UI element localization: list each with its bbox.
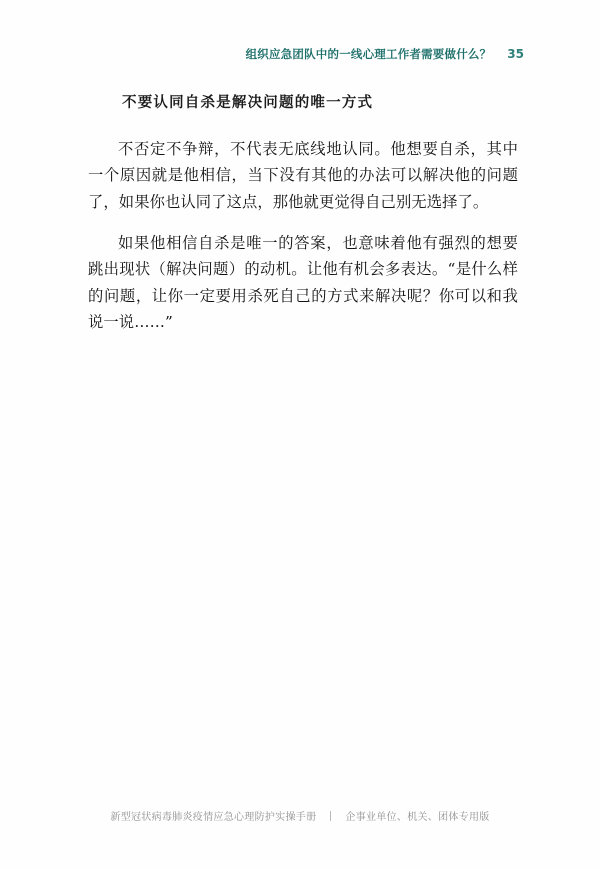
page-header bbox=[0, 46, 600, 62]
body-paragraph-1: 不否定不争辩，不代表无底线地认同。他想要自杀，其中一个原因就是他相信，当下没有其他的办法可以解决他的问题了，如果你也认同了这点，那他就更觉得自己别无选择了。 bbox=[88, 139, 518, 211]
footer-book-title: 新型冠状病毒肺炎疫情应急心理防护实操手册 bbox=[110, 812, 317, 823]
page-footer bbox=[0, 808, 600, 823]
footer-edition: 企事业单位、机关、团体专用版 bbox=[345, 812, 490, 823]
body-paragraph-2: 如果他相信自杀是唯一的答案，也意味着他有强烈的想要跳出现状（解决问题）的动机。让他有机会多表达。“是什么样的问题，让你一定要用杀死自己的方式来解决呢？你可以和我说一说……” bbox=[88, 233, 518, 332]
header-chapter-title: 组织应急团队中的一线心理工作者需要做什么？ bbox=[245, 47, 492, 61]
footer-divider bbox=[330, 811, 331, 821]
page-content bbox=[88, 92, 518, 342]
section-subheading: 不要认同自杀是解决问题的唯一方式 bbox=[122, 94, 374, 111]
header-page-number: 35 bbox=[507, 47, 524, 61]
